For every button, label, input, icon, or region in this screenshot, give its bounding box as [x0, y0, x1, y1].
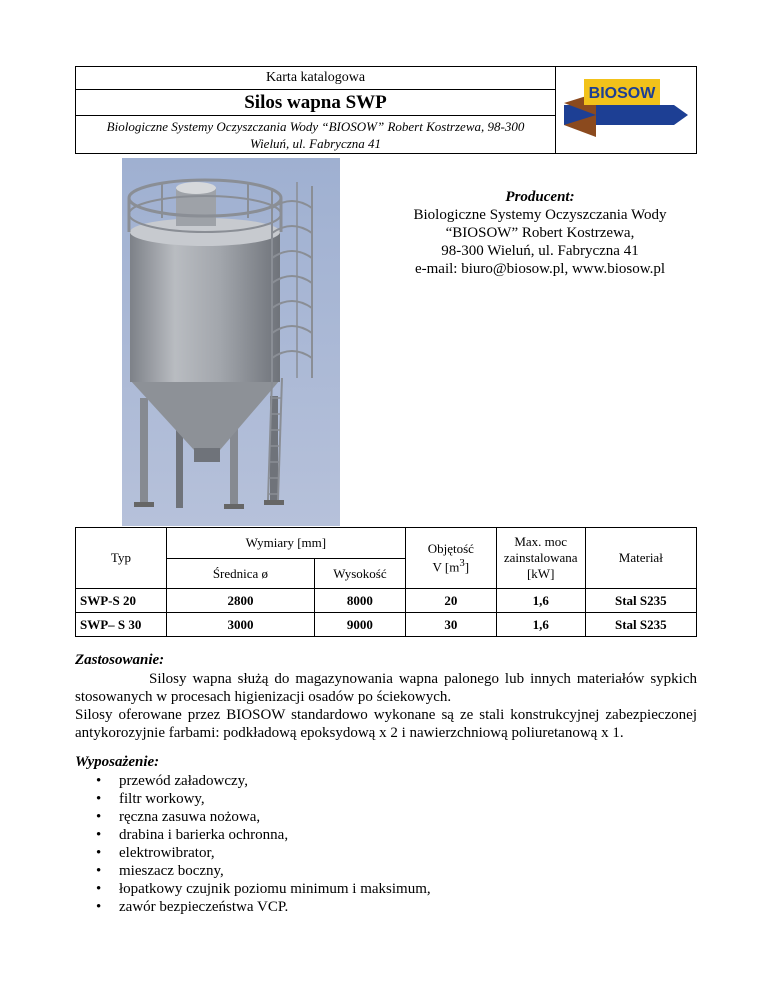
cell-typ: SWP– S 30 [76, 613, 167, 637]
zastosowanie-para-2: Silosy oferowane przez BIOSOW standardowo wykonane są ze stali konstrukcyjnej zabezpieczonej antykorozyjnie farbami: podkładową epoksydową x 2 i nawierzchniową poliuretanową x 1. [75, 707, 697, 741]
producer-line-3: 98-300 Wieluń, ul. Fabryczna 41 [441, 243, 639, 259]
producer-info [390, 188, 690, 278]
header-srednica: Średnica ø [166, 559, 314, 589]
objetosc-label: Objętość [427, 540, 474, 556]
header-material: Materiał [585, 528, 696, 589]
spec-table [75, 527, 697, 637]
producer-line-1: Biologiczne Systemy Oczyszczania Wody [413, 207, 667, 223]
biosow-logo [556, 67, 696, 153]
list-item: • filtr workowy, [75, 790, 431, 808]
header-wysokosc: Wysokość [314, 559, 405, 589]
biosow-logo-graphic [556, 67, 696, 153]
moc-line-3: [kW] [526, 566, 555, 581]
logo-text: BIOSOW [588, 85, 656, 102]
list-item: • mieszacz boczny, [75, 862, 431, 880]
cell-moc: 1,6 [496, 589, 585, 613]
objetosc-unit-sup: 3 [459, 556, 465, 569]
objetosc-unit-close: ] [464, 559, 470, 575]
catalog-header [75, 66, 697, 154]
list-item: • zawór bezpieczeństwa VCP. [75, 898, 431, 916]
moc-line-1: Max. moc [514, 534, 568, 549]
zastosowanie-para-1: Silosy wapna służą do magazynowania wapna palonego lub innych materiałów sypkich stosowanych w procesach higienizacji osadów po ściekowych. [75, 671, 697, 705]
equipment-list [75, 772, 431, 916]
producer-title: Producent: [505, 189, 575, 205]
product-title: Silos wapna SWP [76, 90, 555, 116]
doc-type: Karta katalogowa [76, 67, 555, 90]
cell-material: Stal S235 [585, 589, 696, 613]
company-line-2: Wieluń, ul. Fabryczna 41 [249, 136, 382, 151]
cell-moc: 1,6 [496, 613, 585, 637]
list-item: • elektrowibrator, [75, 844, 431, 862]
company-address [76, 116, 555, 153]
objetosc-unit: V [m [432, 559, 460, 575]
table-header-row [76, 528, 697, 559]
wyposazenie-title: Wyposażenie: [75, 754, 160, 770]
producer-line-2: “BIOSOW” Robert Kostrzewa, [445, 225, 635, 241]
header-wymiary: Wymiary [mm] [166, 528, 405, 559]
silo-illustration [122, 158, 340, 526]
cell-srednica: 3000 [166, 613, 314, 637]
cell-wysokosc: 8000 [314, 589, 405, 613]
company-line-1: Biologiczne Systemy Oczyszczania Wody “BIOSOW” Robert Kostrzewa, 98-300 [106, 119, 525, 134]
zastosowanie-title: Zastosowanie: [75, 652, 165, 668]
cell-wysokosc: 9000 [314, 613, 405, 637]
moc-line-2: zainstalowana [503, 550, 578, 565]
table-row [76, 589, 697, 613]
header-objetosc [405, 528, 496, 589]
list-item: • łopatkowy czujnik poziomu minimum i maksimum, [75, 880, 431, 898]
cell-objetosc: 20 [405, 589, 496, 613]
table-row [76, 613, 697, 637]
cell-srednica: 2800 [166, 589, 314, 613]
header-text-block [76, 67, 556, 153]
producer-contact: e-mail: biuro@biosow.pl, www.biosow.pl [414, 261, 666, 277]
cell-material: Stal S235 [585, 613, 696, 637]
list-item: • drabina i barierka ochronna, [75, 826, 431, 844]
cell-typ: SWP-S 20 [76, 589, 167, 613]
list-item: • przewód załadowczy, [75, 772, 431, 790]
header-moc [496, 528, 585, 589]
cell-objetosc: 30 [405, 613, 496, 637]
header-typ: Typ [76, 528, 167, 589]
list-item: • ręczna zasuwa nożowa, [75, 808, 431, 826]
